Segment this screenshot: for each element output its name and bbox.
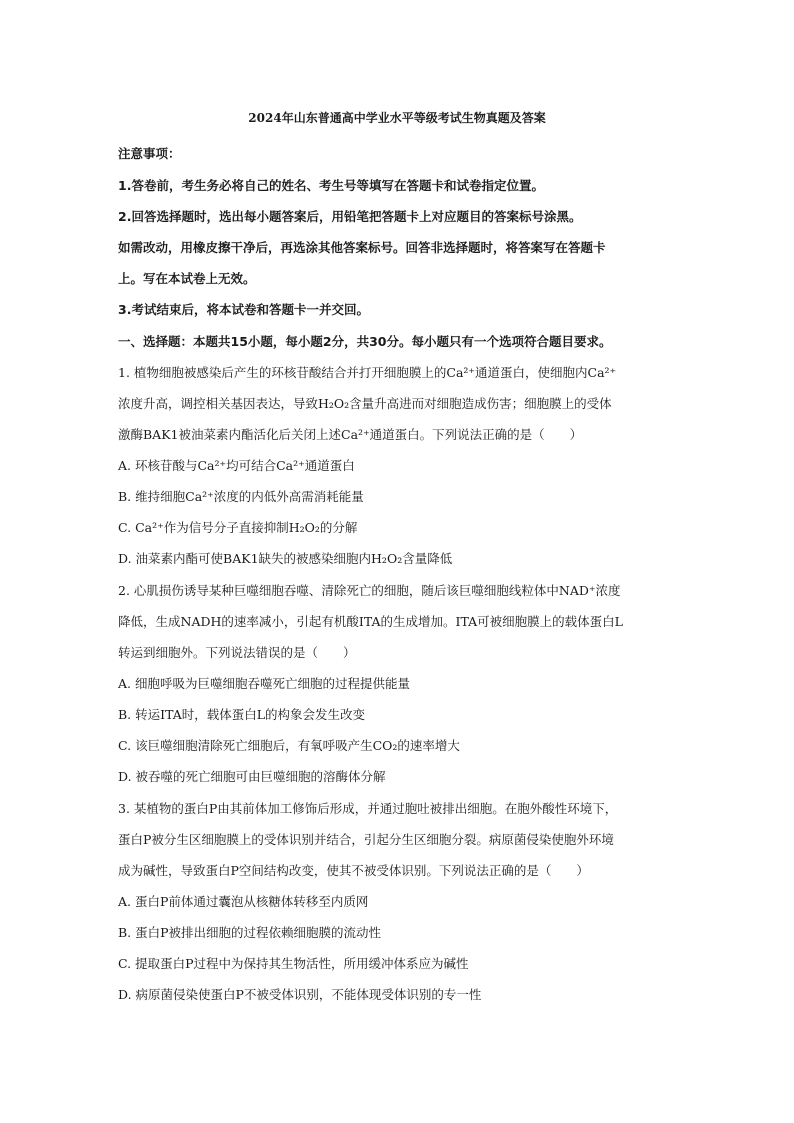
q1-stem-line-3: 激酶BAK1被油菜素内酯活化后关闭上述Ca²⁺通道蛋白。下列说法正确的是（ ） [118, 427, 583, 442]
notice-item-2-line-2: 如需改动，用橡皮擦干净后，再选涂其他答案标号。回答非选择题时，将答案写在答题卡 [118, 240, 606, 255]
notice-item-2-line-3: 上。写在本试卷上无效。 [118, 271, 256, 286]
q3-option-b: B. 蛋白P被排出细胞的过程依赖细胞膜的流动性 [118, 925, 382, 940]
q2-stem-line-2: 降低，生成NADH的速率减小，引起有机酸ITA的生成增加。ITA可被细胞膜上的载体蛋白L [118, 614, 623, 629]
notice-item-1: 1.答卷前，考生务必将自己的姓名、考生号等填写在答题卡和试卷指定位置。 [118, 178, 544, 193]
notice-item-3: 3.考试结束后，将本试卷和答题卡一并交回。 [118, 302, 369, 317]
q1-stem-line-1: 1. 植物细胞被感染后产生的环核苷酸结合并打开细胞膜上的Ca²⁺通道蛋白，使细胞内Ca²⁺ [118, 365, 617, 380]
notice-heading: 注意事项： [118, 146, 181, 161]
section-1-header: 一、选择题：本题共15小题，每小题2分，共30分。每小题只有一个选项符合题目要求。 [118, 334, 612, 349]
q2-stem-line-1: 2. 心肌损伤诱导某种巨噬细胞吞噬、清除死亡的细胞，随后该巨噬细胞线粒体中NAD⁺浓度 [118, 583, 621, 598]
notice-item-2-line-1: 2.回答选择题时，选出每小题答案后，用铅笔把答题卡上对应题目的答案标号涂黑。 [118, 209, 582, 224]
q2-stem-line-3: 转运到细胞外。下列说法错误的是（ ） [118, 645, 356, 660]
q3-option-d: D. 病原菌侵染使蛋白P不被受体识别，不能体现受体识别的专一性 [118, 987, 482, 1002]
q1-option-b: B. 维持细胞Ca²⁺浓度的内低外高需消耗能量 [118, 489, 364, 504]
q3-stem-line-1: 3. 某植物的蛋白P由其前体加工修饰后形成，并通过胞吐被排出细胞。在胞外酸性环境下， [118, 801, 618, 816]
q1-option-c: C. Ca²⁺作为信号分子直接抑制H₂O₂的分解 [118, 520, 358, 535]
q3-option-c: C. 提取蛋白P过程中为保持其生物活性，所用缓冲体系应为碱性 [118, 956, 469, 971]
q3-stem-line-3: 成为碱性，导致蛋白P空间结构改变，使其不被受体识别。下列说法正确的是（ ） [118, 863, 589, 878]
q2-option-a: A. 细胞呼吸为巨噬细胞吞噬死亡细胞的过程提供能量 [118, 676, 410, 691]
page-title: 2024年山东普通高中学业水平等级考试生物真题及答案 [248, 111, 546, 125]
q3-option-a: A. 蛋白P前体通过囊泡从核糖体转移至内质网 [118, 894, 369, 909]
q2-option-c: C. 该巨噬细胞清除死亡细胞后，有氧呼吸产生CO₂的速率增大 [118, 738, 460, 753]
q2-option-d: D. 被吞噬的死亡细胞可由巨噬细胞的溶酶体分解 [118, 769, 386, 784]
q1-option-a: A. 环核苷酸与Ca²⁺均可结合Ca²⁺通道蛋白 [118, 458, 355, 473]
q1-stem-line-2: 浓度升高，调控相关基因表达，导致H₂O₂含量升高进而对细胞造成伤害；细胞膜上的受体 [118, 396, 612, 411]
q1-option-d: D. 油菜素内酯可使BAK1缺失的被感染细胞内H₂O₂含量降低 [118, 551, 453, 566]
q3-stem-line-2: 蛋白P被分生区细胞膜上的受体识别并结合，引起分生区细胞分裂。病原菌侵染使胞外环境 [118, 832, 614, 847]
q2-option-b: B. 转运ITA时，载体蛋白L的构象会发生改变 [118, 707, 366, 722]
